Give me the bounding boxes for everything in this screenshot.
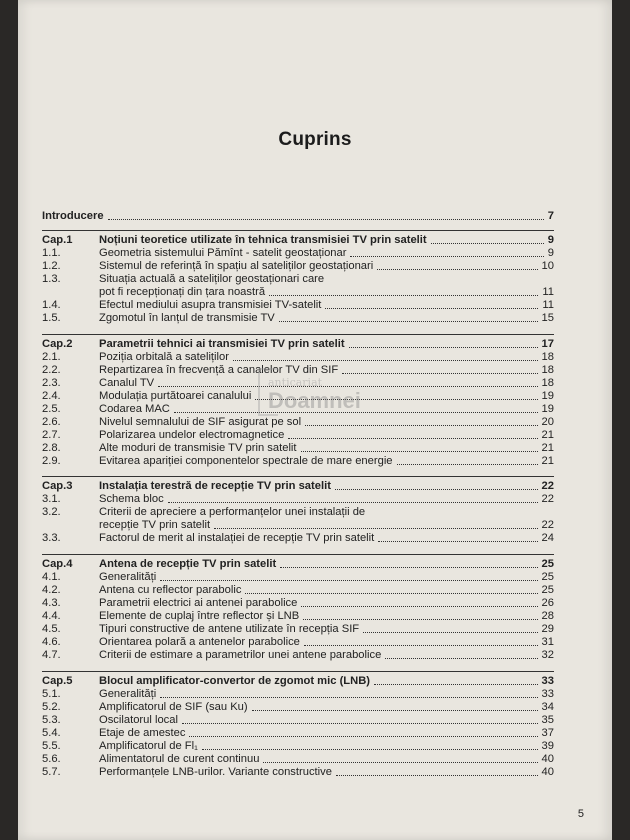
toc-entry-number: 2.3. bbox=[42, 377, 61, 389]
toc-section-row bbox=[42, 584, 554, 597]
toc-dot-leader bbox=[158, 386, 537, 387]
toc-section-row bbox=[42, 416, 554, 429]
toc-dot-leader bbox=[335, 489, 538, 490]
toc-dot-leader bbox=[350, 256, 543, 257]
toc-section-row bbox=[42, 260, 554, 273]
toc-page-number: 35 bbox=[541, 714, 554, 726]
toc-page-number: 40 bbox=[541, 753, 554, 765]
watermark-line-1: anticariat bbox=[268, 376, 323, 389]
toc-dot-leader bbox=[245, 593, 537, 594]
toc-page-number: 17 bbox=[541, 338, 554, 350]
toc-page-number: 19 bbox=[541, 390, 554, 402]
toc-page-number: 22 bbox=[541, 480, 554, 492]
chapter-divider bbox=[42, 554, 554, 555]
toc-page-number: 18 bbox=[541, 364, 554, 376]
toc-entry-title: Noțiuni teoretice utilizate în tehnica transmisiei TV prin satelit bbox=[99, 234, 427, 246]
toc-section-row bbox=[42, 597, 554, 610]
toc-entry-number: 5.7. bbox=[42, 766, 61, 778]
toc-entry-title: Introducere bbox=[42, 210, 104, 222]
toc-entry-title: Polarizarea undelor electromagnetice bbox=[99, 429, 285, 441]
toc-entry-number: 2.1. bbox=[42, 351, 61, 363]
toc-chapter-row bbox=[42, 480, 554, 493]
toc-section-row bbox=[42, 532, 554, 545]
toc-section-row bbox=[42, 766, 554, 779]
toc-entry-title: Factorul de merit al instalației de recepție TV prin satelit bbox=[99, 532, 375, 544]
toc-section-row bbox=[42, 429, 554, 442]
toc-page-number: 21 bbox=[541, 429, 554, 441]
toc-page-number: 40 bbox=[541, 766, 554, 778]
toc-entry-title: pot fi recepționați din țara noastră bbox=[99, 285, 266, 298]
toc-entry-title: Efectul mediului asupra transmisiei TV-satelit bbox=[99, 299, 322, 311]
toc-dot-leader bbox=[374, 684, 538, 685]
page-title: Cuprins bbox=[278, 129, 352, 150]
toc-dot-leader bbox=[168, 502, 538, 503]
toc-dot-leader bbox=[325, 308, 538, 309]
toc-entry-title: Alte moduri de transmisie TV prin satelit bbox=[99, 442, 297, 454]
toc-entry-number: 2.4. bbox=[42, 390, 61, 402]
toc-entry-title: Performanțele LNB-urilor. Variante constructive bbox=[99, 766, 332, 778]
chapter-divider bbox=[42, 334, 554, 335]
toc-entry-title: Orientarea polară a antenelor parabolice bbox=[99, 636, 300, 648]
toc-dot-leader bbox=[305, 425, 537, 426]
toc-entry-title: Codarea MAC bbox=[99, 403, 170, 415]
toc-entry-number: 3.3. bbox=[42, 532, 61, 544]
toc-entry-number: 5.6. bbox=[42, 753, 61, 765]
toc-entry-number: Cap.2 bbox=[42, 338, 73, 350]
toc-dot-leader bbox=[182, 723, 538, 724]
toc-chapter-row bbox=[42, 558, 554, 571]
toc-page-number: 11 bbox=[542, 299, 554, 311]
toc-entry-number: 4.7. bbox=[42, 649, 61, 661]
chapter-divider bbox=[42, 671, 554, 672]
toc-entry-number: Cap.3 bbox=[42, 480, 73, 492]
toc-chapter-row bbox=[42, 234, 554, 247]
toc-dot-leader bbox=[160, 580, 537, 581]
toc-entry-title: Generalități bbox=[99, 571, 157, 583]
book-page bbox=[18, 0, 612, 840]
toc-section-row bbox=[42, 636, 554, 649]
toc-entry-title: Repartizarea în frecvență a canalelor TV din SIF bbox=[99, 364, 339, 376]
toc-dot-leader bbox=[279, 321, 538, 322]
toc-entry-title: Generalități bbox=[99, 688, 157, 700]
toc-chapter-row bbox=[42, 675, 554, 688]
toc-page-number: 22 bbox=[541, 493, 554, 505]
toc-entry-title: Nivelul semnalului de SIF asigurat pe sol bbox=[99, 416, 302, 428]
toc-section-row bbox=[42, 714, 554, 727]
toc-dot-leader bbox=[342, 373, 537, 374]
toc-entry-title: Instalația terestră de recepție TV prin satelit bbox=[99, 480, 331, 492]
toc-page-number: 18 bbox=[541, 377, 554, 389]
toc-dot-leader bbox=[431, 243, 544, 244]
toc-dot-leader bbox=[301, 451, 538, 452]
toc-entry-number: 2.5. bbox=[42, 403, 61, 415]
toc-section-row bbox=[42, 701, 554, 714]
toc-entry-title: Blocul amplificator-convertor de zgomot mic (LNB) bbox=[99, 675, 371, 687]
toc-entry-title: recepție TV prin satelit bbox=[99, 518, 211, 531]
toc-dot-leader bbox=[378, 541, 537, 542]
toc-section-row bbox=[42, 740, 554, 753]
toc-section-row bbox=[42, 753, 554, 766]
toc-page-number: 18 bbox=[541, 351, 554, 363]
toc-entry-number: 4.3. bbox=[42, 597, 61, 609]
toc-entry-title: Sistemul de referință în spațiu al sateliților geostaționari bbox=[99, 260, 374, 272]
toc-entry-number: 5.3. bbox=[42, 714, 61, 726]
toc-dot-leader bbox=[363, 632, 537, 633]
toc-section-row bbox=[42, 455, 554, 468]
toc-section-row bbox=[42, 364, 554, 377]
toc-section-row bbox=[42, 727, 554, 740]
toc-entry-title: Antena de recepție TV prin satelit bbox=[99, 558, 277, 570]
toc-page-number: 29 bbox=[541, 623, 554, 635]
toc-section-row bbox=[42, 610, 554, 623]
toc-section-row bbox=[42, 442, 554, 455]
toc-dot-leader bbox=[385, 658, 537, 659]
toc-entry-number: 4.2. bbox=[42, 584, 61, 596]
toc-entry-number: 5.5. bbox=[42, 740, 61, 752]
toc-page-number: 37 bbox=[541, 727, 554, 739]
toc-entry-title: Antena cu reflector parabolic bbox=[99, 584, 242, 596]
toc-entry-number: 2.7. bbox=[42, 429, 61, 441]
toc-dot-leader bbox=[214, 528, 537, 529]
toc-page-number: 33 bbox=[541, 688, 554, 700]
toc-entry-number: 2.9. bbox=[42, 455, 61, 467]
toc-dot-leader bbox=[269, 295, 538, 296]
toc-page-number: 7 bbox=[547, 210, 554, 222]
toc-entry-title: Evitarea apariției componentelor spectrale de mare energie bbox=[99, 455, 393, 467]
toc-entry-number: 5.2. bbox=[42, 701, 61, 713]
toc-page-number: 9 bbox=[547, 247, 554, 259]
toc-page-number: 26 bbox=[541, 597, 554, 609]
toc-dot-leader bbox=[202, 749, 538, 750]
toc-page-number: 24 bbox=[541, 532, 554, 544]
toc-entry-title: Amplificatorul de Fl₁ bbox=[99, 740, 198, 752]
toc-section-row bbox=[42, 273, 554, 299]
toc-section-row bbox=[42, 623, 554, 636]
toc-section-row bbox=[42, 377, 554, 390]
toc-page-number: 15 bbox=[541, 312, 554, 324]
toc-entry-title: Parametrii electrici ai antenei parabolice bbox=[99, 597, 298, 609]
toc-entry-number: 1.2. bbox=[42, 260, 61, 272]
toc-dot-leader bbox=[303, 619, 537, 620]
toc-dot-leader bbox=[301, 606, 537, 607]
toc-dot-leader bbox=[377, 269, 537, 270]
toc-dot-leader bbox=[304, 645, 538, 646]
toc-chapter-row bbox=[42, 338, 554, 351]
toc-entry-title: Oscilatorul local bbox=[99, 714, 178, 726]
toc-section-row bbox=[42, 299, 554, 312]
toc-entry-number: 2.2. bbox=[42, 364, 61, 376]
toc-entry-number: 3.1. bbox=[42, 493, 61, 505]
toc-entry-title: Situația actuală a sateliților geostaționari care bbox=[99, 273, 325, 285]
toc-dot-leader bbox=[349, 347, 538, 348]
toc-entry-number: 2.8. bbox=[42, 442, 61, 454]
toc-entry-number: 5.4. bbox=[42, 727, 61, 739]
toc-entry-number: 2.6. bbox=[42, 416, 61, 428]
toc-entry-title: Elemente de cuplaj între reflector și LNB bbox=[99, 610, 300, 622]
toc-dot-leader bbox=[189, 736, 537, 737]
toc-entry-number: 3.2. bbox=[42, 506, 61, 518]
toc-dot-leader bbox=[174, 412, 538, 413]
toc-page-number: 25 bbox=[541, 571, 554, 583]
toc-entry-number: 1.3. bbox=[42, 273, 61, 285]
toc-section-row bbox=[42, 571, 554, 584]
toc-section-row bbox=[42, 312, 554, 325]
watermark-line-2: Doamnei bbox=[268, 388, 361, 413]
toc-entry-title: Etaje de amestec bbox=[99, 727, 186, 739]
toc-entry-number: 4.4. bbox=[42, 610, 61, 622]
toc-page-number: 33 bbox=[541, 675, 554, 687]
toc-entry-number: 1.5. bbox=[42, 312, 61, 324]
toc-entry-title: Amplificatorul de SIF (sau Ku) bbox=[99, 701, 248, 713]
toc-intro-row bbox=[42, 210, 554, 223]
toc-page-number: 11 bbox=[542, 285, 554, 298]
toc-dot-leader bbox=[108, 219, 544, 220]
toc-page-number: 25 bbox=[541, 558, 554, 570]
toc-page-number: 25 bbox=[541, 584, 554, 596]
toc-page-number: 19 bbox=[541, 403, 554, 415]
toc-page-number: 22 bbox=[541, 518, 554, 531]
toc-entry-title: Criterii de estimare a parametrilor unei antene parabolice bbox=[99, 649, 382, 661]
toc-dot-leader bbox=[252, 710, 538, 711]
toc-dot-leader bbox=[336, 775, 538, 776]
toc-dot-leader bbox=[263, 762, 537, 763]
toc-entry-title: Parametrii tehnici ai transmisiei TV prin satelit bbox=[99, 338, 345, 350]
toc-dot-leader bbox=[255, 399, 537, 400]
toc-entry-title: Zgomotul în lanțul de transmisie TV bbox=[99, 312, 275, 324]
toc-entry-number: Cap.5 bbox=[42, 675, 73, 687]
toc-entry-title: Criterii de apreciere a performanțelor unei instalații de bbox=[99, 506, 366, 518]
toc-entry-number: 4.5. bbox=[42, 623, 61, 635]
page-number: 5 bbox=[577, 808, 584, 820]
toc-page-number: 34 bbox=[541, 701, 554, 713]
toc-page-number: 21 bbox=[541, 442, 554, 454]
chapter-divider bbox=[42, 230, 554, 231]
toc-entry-number: 5.1. bbox=[42, 688, 61, 700]
toc-section-row bbox=[42, 390, 554, 403]
toc-section-row bbox=[42, 506, 554, 532]
toc-page-number: 32 bbox=[541, 649, 554, 661]
toc-entry-number: 4.6. bbox=[42, 636, 61, 648]
toc-entry-title: Alimentatorul de curent continuu bbox=[99, 753, 260, 765]
toc-dot-leader bbox=[288, 438, 537, 439]
toc-entry-number: Cap.4 bbox=[42, 558, 73, 570]
toc-entry-title: Tipuri constructive de antene utilizate în recepția SIF bbox=[99, 623, 360, 635]
toc-section-row bbox=[42, 403, 554, 416]
toc-entry-number: 4.1. bbox=[42, 571, 61, 583]
toc-entry-number: Cap.1 bbox=[42, 234, 73, 246]
toc-page-number: 9 bbox=[547, 234, 554, 246]
toc-page-number: 39 bbox=[541, 740, 554, 752]
toc-entry-title: Schema bloc bbox=[99, 493, 164, 505]
toc-section-row bbox=[42, 688, 554, 701]
toc-page-number: 21 bbox=[541, 455, 554, 467]
toc-entry-title: Modulația purtătoarei canalului bbox=[99, 390, 252, 402]
toc-dot-leader bbox=[160, 697, 537, 698]
toc-page-number: 28 bbox=[541, 610, 554, 622]
toc-dot-leader bbox=[280, 567, 537, 568]
toc-entry-number: 1.4. bbox=[42, 299, 61, 311]
toc-section-row bbox=[42, 351, 554, 364]
toc-section-row bbox=[42, 247, 554, 260]
toc-page-number: 10 bbox=[541, 260, 554, 272]
toc-entry-title: Poziția orbitală a sateliților bbox=[99, 351, 229, 363]
toc-entry-title: Geometria sistemului Pămînt - satelit geostaționar bbox=[99, 247, 347, 259]
toc-entry-title: Canalul TV bbox=[99, 377, 155, 389]
toc-dot-leader bbox=[397, 464, 538, 465]
toc-page-number: 31 bbox=[541, 636, 554, 648]
toc-page-number: 20 bbox=[541, 416, 554, 428]
toc-dot-leader bbox=[233, 360, 538, 361]
toc-section-row bbox=[42, 649, 554, 662]
toc-section-row bbox=[42, 493, 554, 506]
toc-entry-number: 1.1. bbox=[42, 247, 61, 259]
chapter-divider bbox=[42, 476, 554, 477]
